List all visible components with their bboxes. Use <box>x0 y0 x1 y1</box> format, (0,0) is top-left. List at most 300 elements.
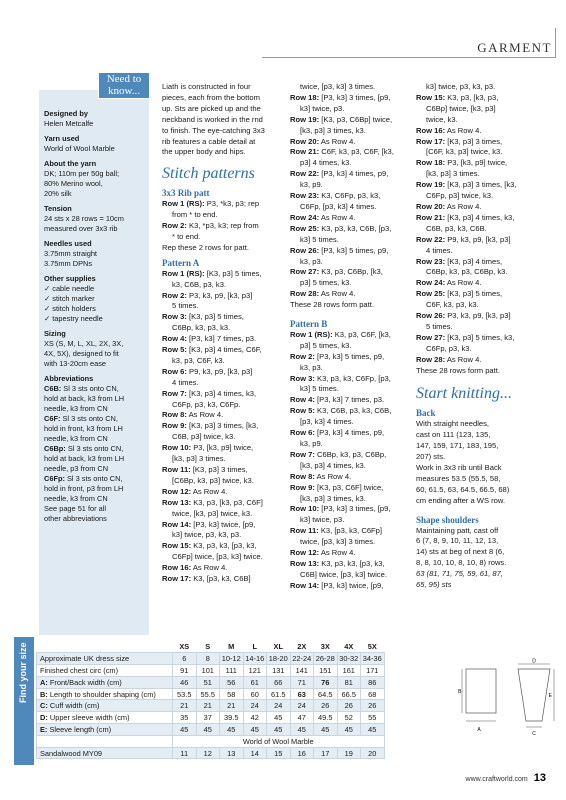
row-number: Row 2: <box>162 221 187 231</box>
shape-shoulders-heading: Shape shoulders <box>416 514 479 525</box>
sidebar-heading: Needles used <box>44 239 92 248</box>
pattern-row <box>416 289 544 300</box>
pattern-row <box>416 333 544 344</box>
sidebar-text: ✓ stitch marker <box>44 294 95 303</box>
page-number: 13 <box>533 772 546 784</box>
row-text: As Row 4. <box>445 354 482 364</box>
badge-line-1: Need to <box>106 73 142 85</box>
row-continuation: [C6Bp, k3, p3] twice, k3. <box>172 475 254 485</box>
row-continuation: C6B, p3, k3, C6B. <box>426 223 487 233</box>
pattern-row <box>162 269 284 280</box>
header-blank <box>37 641 173 653</box>
sidebar-heading: Sizing <box>44 329 66 338</box>
row-text: As Row 4. <box>445 125 482 135</box>
row-number: Row 6: <box>290 428 315 438</box>
row-number: Row 20: <box>416 201 446 211</box>
row-text: K3, p3, [k3, p3, C6F] <box>191 497 263 507</box>
row-number: Row 4: <box>162 334 187 344</box>
row-label-key: E: <box>40 724 48 734</box>
row-continuation: C6B, p3] twice, k3. <box>172 432 236 442</box>
sidebar-text: 20% silk <box>44 189 72 198</box>
abbreviation-text: Sl 3 sts onto CN, <box>60 414 118 423</box>
row-text: K3, p3, k3, [p3, k3, <box>191 541 257 551</box>
row-label <box>37 665 173 677</box>
row-continuation: 4 times. <box>172 377 199 387</box>
pattern-row <box>290 548 412 559</box>
sidebar-text: hold at back, k3 from LH <box>44 394 125 403</box>
table-cell: 30-32 <box>337 653 361 665</box>
row-continuation: C6Bp] twice, [k3, p3] <box>426 103 496 113</box>
garment-diagram <box>458 658 556 739</box>
row-label <box>37 724 173 736</box>
column-2 <box>290 82 412 592</box>
footer-url: www.craftworld.com <box>465 776 528 783</box>
pattern-row <box>290 213 412 224</box>
table-cell: 45 <box>196 724 220 736</box>
back-text: With straight needles, <box>416 419 490 429</box>
front-back-shape <box>466 669 496 713</box>
row-number: Row 17: <box>162 574 192 584</box>
row-number: Row 14: <box>162 519 192 529</box>
pattern-row <box>290 246 412 257</box>
size-header: S <box>205 642 211 652</box>
row-number: Row 6: <box>162 366 187 376</box>
rib-patt-heading: 3x3 Rib patt <box>162 188 210 199</box>
row-number: Row 15: <box>162 541 192 551</box>
row-text: As Row 4. <box>191 563 228 573</box>
pattern-row <box>416 213 544 224</box>
table-cell: 42 <box>243 712 267 724</box>
row-label-text: Upper sleeve width (cm) <box>47 713 130 723</box>
row-number: Row 14: <box>290 580 320 590</box>
row-label <box>37 700 173 712</box>
back-text: measures 53.5 (55.5, 58, <box>416 473 501 483</box>
table-cell: 39.5 <box>220 712 244 724</box>
pattern-row <box>162 291 284 302</box>
row-continuation: p3] 4 times, k3. <box>300 158 352 168</box>
row-number: Row 25: <box>416 289 446 299</box>
yarn-cell: 14 <box>243 747 267 759</box>
table-cell: 171 <box>361 665 385 677</box>
row-text: [K3, p3] 5 times, <box>445 289 503 299</box>
row-continuation: k3, p3. <box>300 256 323 266</box>
pattern-row <box>290 82 412 93</box>
pattern-row <box>416 257 544 268</box>
row-number: Row 24: <box>290 212 320 222</box>
row-number: Row 21: <box>416 212 446 222</box>
table-cell: 21 <box>196 700 220 712</box>
row-number: Row 10: <box>162 443 192 453</box>
row-number: Row 22: <box>416 234 446 244</box>
pattern-row <box>290 395 412 406</box>
pattern-row <box>416 180 544 191</box>
row-number: Row 17: <box>416 136 446 146</box>
abbreviation-key: C6F: <box>44 414 61 423</box>
table-cell: 21 <box>220 700 244 712</box>
row-continuation: twice, k3. <box>426 114 458 124</box>
pattern-row <box>416 278 544 289</box>
row-text: As Row 4. <box>319 212 356 222</box>
sidebar-text: Helen Metcalfe <box>44 119 94 128</box>
need-to-know-badge <box>98 72 150 99</box>
pattern-row <box>162 443 284 454</box>
pattern-row <box>416 355 544 366</box>
row-label-key: B: <box>40 689 48 699</box>
row-continuation: k3] 5 times. <box>300 234 339 244</box>
yarn-cell: 11 <box>173 747 197 759</box>
pattern-row <box>162 574 284 585</box>
row-text: As Row 4. <box>319 289 356 299</box>
row-text: K3, *p3, k3; rep from <box>186 221 259 231</box>
back-heading: Back <box>416 408 436 419</box>
pattern-row <box>290 504 412 515</box>
abbreviation-text: Sl 3 sts onto CN, <box>65 444 124 453</box>
pattern-row <box>162 520 284 531</box>
table-cell: 26 <box>337 700 361 712</box>
abbreviation-key: C6Bp: <box>44 444 66 453</box>
size-table <box>36 641 385 759</box>
table-cell: 45 <box>290 724 314 736</box>
row-continuation: * to end. <box>172 231 201 241</box>
sidebar-text: See page 51 for all <box>44 504 107 513</box>
pattern-row <box>416 115 544 126</box>
row-text: C6F, k3, p3, C6F, [k3, <box>319 147 394 157</box>
abbreviation-text: Sl 3 sts onto CN, <box>64 474 123 483</box>
table-cell: 141 <box>290 665 314 677</box>
table-cell: 56 <box>220 676 244 688</box>
intro-text: Liath is constructed in four <box>162 82 251 91</box>
size-header-row <box>37 641 385 653</box>
table-cell: 24 <box>243 700 267 712</box>
table-row <box>37 724 385 736</box>
sidebar-text: XS (S, M, L, XL, 2X, 3X, <box>44 339 124 348</box>
pattern-row <box>162 345 284 356</box>
find-your-size-label: Find your size <box>18 642 28 703</box>
sidebar-text: ✓ cable needle <box>44 284 95 293</box>
sidebar-text: DK; 110m per 50g ball; <box>44 169 120 178</box>
pattern-row <box>162 487 284 498</box>
table-row <box>37 688 385 700</box>
table-cell: 64.5 <box>314 688 338 700</box>
row-text: P9, k3, p9, [k3, p3] <box>445 234 511 244</box>
sidebar-text: needle, p3 from CN <box>44 464 109 473</box>
table-cell: 66 <box>267 676 291 688</box>
row-text: [P3, k3] 4 times, p9, <box>319 169 389 179</box>
table-cell: 101 <box>196 665 220 677</box>
row-number: Row 10: <box>290 504 320 514</box>
row-continuation: C6Fp, p3] twice, k3. <box>426 191 494 201</box>
row-label-text: Finished chest circ (cm) <box>40 665 119 675</box>
size-header: 5X <box>367 642 377 652</box>
table-cell: 18-20 <box>267 653 291 665</box>
table-cell: 52 <box>337 712 361 724</box>
row-label-key: A: <box>40 677 48 687</box>
footer <box>466 772 546 784</box>
diagram-label-a: A <box>477 727 481 733</box>
table-cell: 8 <box>196 653 220 665</box>
row-text: [K3, p3] 4 times, k3, <box>186 388 257 398</box>
row-text: As Row 4. <box>191 486 228 496</box>
row-text: P9, k3, p9, [k3, p3] <box>186 366 253 376</box>
row-text: [K3, p3] 5 times, <box>186 312 244 322</box>
intro-text: pieces, each from the bottom <box>162 92 260 102</box>
row-continuation: [C6F, k3, p3] twice, k3. <box>426 147 503 157</box>
pattern-row <box>416 235 544 246</box>
row-number: Row 12: <box>290 548 320 558</box>
sidebar-heading: Other supplies <box>44 274 96 283</box>
row-number: Row 27: <box>416 332 446 342</box>
row-text: [K3, p3] 5 times, <box>204 268 262 278</box>
row-continuation: C6Fp, p3, k3. <box>426 343 472 353</box>
row-number: Row 9: <box>290 482 315 492</box>
sidebar-text: hold in front, k3 from LH <box>44 424 123 433</box>
row-text: [K3, p3] 3 times, [k3, <box>186 421 259 431</box>
row-text: C6Bp, k3, p3, C6Bp, <box>314 449 387 459</box>
shape-text: 6 (7, 8, 9, 10, 11, 12, 13, <box>416 536 499 546</box>
pattern-row <box>290 406 412 417</box>
row-number: Row 13: <box>290 558 320 568</box>
row-text: [P3, k3] 7 times, p3. <box>186 334 257 344</box>
size-table-panel <box>14 637 550 765</box>
pattern-row <box>162 389 284 400</box>
yarn-cell: 20 <box>361 747 385 759</box>
pattern-row <box>290 115 412 126</box>
row-continuation: from * to end. <box>172 210 218 220</box>
back-text: 60, 61.5, 63, 64.5, 66.5, 68) <box>416 484 510 494</box>
row-continuation: k3, C6B, p3, k3. <box>172 279 227 289</box>
row-continuation: C6Bp, k3, p3, k3. <box>172 323 231 333</box>
row-continuation: k3] twice, p3. <box>300 515 345 525</box>
row-number: Row 15: <box>416 92 446 102</box>
table-cell: 71 <box>290 676 314 688</box>
table-cell: 26 <box>314 700 338 712</box>
pattern-row <box>162 465 284 476</box>
diagram-label-c: C <box>532 731 536 737</box>
table-cell: 121 <box>243 665 267 677</box>
table-row <box>37 653 385 665</box>
row-text: K3, p3, k3, C6B, [p3, <box>319 223 392 233</box>
sidebar-text: 3.75mm straight <box>44 249 97 258</box>
row-number: Row 3: <box>162 312 187 322</box>
pattern-row <box>162 421 284 432</box>
row-text: [K3, p3] 4 times, k3, <box>445 212 515 222</box>
row-text: K3, p3, C6F, [k3, <box>332 329 391 339</box>
yarn-cell: 16 <box>290 747 314 759</box>
row-number: Row 20: <box>290 136 320 146</box>
row-number: Row 26: <box>416 311 446 321</box>
table-cell: 91 <box>173 665 197 677</box>
sidebar-text: hold at back, k3 from LH <box>44 454 125 463</box>
column-3 <box>416 82 544 591</box>
table-cell: 81 <box>337 676 361 688</box>
stitch-patterns-heading: Stitch patterns <box>162 165 255 183</box>
row-text: As Row 4. <box>445 278 482 288</box>
sidebar-text: ✓ stitch holders <box>44 304 96 313</box>
row-continuation: k3] 5 times. <box>300 384 339 394</box>
table-cell: 86 <box>361 676 385 688</box>
back-text: 207) sts. <box>416 452 446 462</box>
sidebar-heading: About the yarn <box>44 159 97 168</box>
pattern-row <box>162 221 284 232</box>
row-number: Row 12: <box>162 486 192 496</box>
row-continuation: k3] twice, p3. <box>300 103 345 113</box>
pattern-row <box>416 311 544 322</box>
sidebar-text: measured over 3x3 rib <box>44 224 118 233</box>
rib-repeat: Rep these 2 rows for patt. <box>162 242 249 252</box>
pattern-row <box>162 410 284 421</box>
pattern-row <box>162 541 284 552</box>
sidebar-heading: Yarn used <box>44 134 80 143</box>
yarn-cell: 12 <box>196 747 220 759</box>
sidebar-text: 80% Merino wool, <box>44 179 103 188</box>
row-text: As Row 4. <box>319 548 356 558</box>
pattern-b-end: These 28 rows form patt. <box>416 365 500 375</box>
pattern-a-heading: Pattern A <box>162 257 200 268</box>
pattern-row <box>290 472 412 483</box>
intro-text: the upper body and hips. <box>162 147 246 157</box>
yarn-label: Sandalwood MY09 <box>37 747 173 759</box>
pattern-row <box>416 126 544 137</box>
pattern-row <box>162 563 284 574</box>
table-cell: 61 <box>243 676 267 688</box>
pattern-row <box>290 428 412 439</box>
row-text: K3, p3, C6Bp, [k3, <box>319 267 383 277</box>
row-continuation: k3] twice, p3, k3, p3. <box>426 82 496 91</box>
row-text: [K3, p3] 3 times, <box>445 136 503 146</box>
row-number: Row 7: <box>162 388 187 398</box>
row-text: K3, C6Fp, p3, k3, <box>319 191 381 201</box>
row-text: [P3, k3] 3 times, [p9, <box>319 504 391 514</box>
table-cell: 68 <box>361 688 385 700</box>
abbreviation <box>44 444 145 454</box>
row-continuation: C6Fp, [p3, k3] 4 times. <box>300 201 377 211</box>
row-number: Row 8: <box>290 471 315 481</box>
row-number: Row 13: <box>162 497 192 507</box>
row-label-key: D: <box>40 713 48 723</box>
row-label-text: Length to shoulder shaping (cm) <box>47 689 156 699</box>
size-header: XS <box>179 642 190 652</box>
pattern-row <box>290 483 412 494</box>
shape-stitch-count: 63 (81, 71, 75, 59, 61, 87, <box>416 569 503 579</box>
sidebar-text: needle, k3 from CN <box>44 404 108 413</box>
table-row <box>37 665 385 677</box>
row-label-key: C: <box>40 701 48 711</box>
row-number: Row 28: <box>416 354 446 364</box>
table-cell: 37 <box>196 712 220 724</box>
sidebar-text: ✓ tapestry needle <box>44 314 103 323</box>
row-number: Row 25: <box>290 223 320 233</box>
row-number: Row 2: <box>162 290 187 300</box>
table-cell: 45 <box>361 724 385 736</box>
table-cell: 58 <box>220 688 244 700</box>
sidebar-text: needle, k3 from CN <box>44 434 108 443</box>
sidebar-text: 4X, 5X), designed to fit <box>44 349 119 358</box>
section-rule-vertical <box>555 28 556 58</box>
intro-text: neckband is worked in the rnd <box>162 114 263 124</box>
row-number: Row 19: <box>290 114 320 124</box>
table-cell: 49.5 <box>314 712 338 724</box>
sidebar-text: needle, k3 from CN <box>44 494 108 503</box>
table-cell: 24 <box>290 700 314 712</box>
row-label-text: Approximate UK dress size <box>40 654 130 664</box>
size-header: 3X <box>320 642 330 652</box>
pattern-row <box>416 82 544 93</box>
row-continuation: C6B] twice, [p3, k3] twice. <box>300 569 387 579</box>
table-cell: 45 <box>243 724 267 736</box>
row-text: As Row 4. <box>445 201 482 211</box>
table-cell: 45 <box>173 724 197 736</box>
diagram-label-b: B <box>458 689 462 695</box>
table-cell: 51 <box>196 676 220 688</box>
pattern-row <box>290 191 412 202</box>
pattern-a-end: These 28 rows form patt. <box>290 300 374 310</box>
table-cell: 45 <box>314 724 338 736</box>
row-continuation: [k3, p3] 3 times, k3. <box>300 493 366 503</box>
row-continuation: k3, p9. <box>300 180 323 190</box>
back-text: cast on 111 (123, 135, <box>416 430 491 440</box>
pattern-row <box>416 202 544 213</box>
row-text: [P3, k3] 3 times, [p9, <box>319 92 391 102</box>
pattern-b-heading: Pattern B <box>290 319 328 330</box>
table-cell: 6 <box>173 653 197 665</box>
table-cell: 63 <box>290 688 314 700</box>
pattern-row <box>290 330 412 341</box>
yarn-header-row <box>37 735 385 747</box>
row-number: Row 7: <box>290 449 315 459</box>
row-label-text: Sleeve length (cm) <box>47 724 112 734</box>
row-number: Row 1 (RS): <box>290 329 333 339</box>
table-cell: 45 <box>337 724 361 736</box>
row-continuation: C6Fp] twice, [p3, k3] twice. <box>172 552 263 562</box>
row-text: [P3, k3] 5 times, p9, <box>314 351 385 361</box>
yarn-row <box>37 747 385 759</box>
diagram-label-e: E <box>548 693 552 699</box>
table-cell: 46 <box>173 676 197 688</box>
pattern-row <box>290 93 412 104</box>
table-cell: 22-24 <box>290 653 314 665</box>
row-text: [P3, k3] twice, [p9, <box>191 519 256 529</box>
section-rule <box>262 57 556 58</box>
find-your-size-tab <box>14 637 34 765</box>
row-text: [P3, k3] 5 times, p9, <box>319 245 389 255</box>
row-number: Row 24: <box>416 278 446 288</box>
row-text: P3, *k3, p3; rep <box>204 199 260 209</box>
row-number: Row 1 (RS): <box>162 199 205 209</box>
row-text: [P3, k3] twice, [p9, <box>319 580 384 590</box>
abbreviation <box>44 384 145 394</box>
row-text: K3, p3, k3, [p3, k3, <box>319 558 385 568</box>
row-text: [K3, p3] 4 times, C6F, <box>186 345 262 355</box>
row-number: Row 8: <box>162 410 187 420</box>
pattern-row <box>162 199 284 210</box>
row-continuation: twice, [p3, k3] 3 times. <box>300 82 376 91</box>
pattern-row <box>162 334 284 345</box>
table-cell: 60 <box>243 688 267 700</box>
row-text: As Row 4. <box>314 471 352 481</box>
row-continuation: twice, [k3, p3] twice, k3. <box>172 508 253 518</box>
row-continuation: [k3, p3] 3 times. <box>172 454 226 464</box>
table-cell: 55 <box>361 712 385 724</box>
row-continuation: [k3, p3] 4 times, k3. <box>300 460 366 470</box>
yarn-cell: 19 <box>337 747 361 759</box>
table-cell: 161 <box>337 665 361 677</box>
sidebar-heading: Abbreviations <box>44 374 94 383</box>
row-number: Row 23: <box>290 191 320 201</box>
row-continuation: p3] 5 times, k3. <box>300 278 352 288</box>
pattern-row <box>162 498 284 509</box>
table-cell: 10-12 <box>220 653 244 665</box>
row-number: Row 2: <box>290 351 315 361</box>
